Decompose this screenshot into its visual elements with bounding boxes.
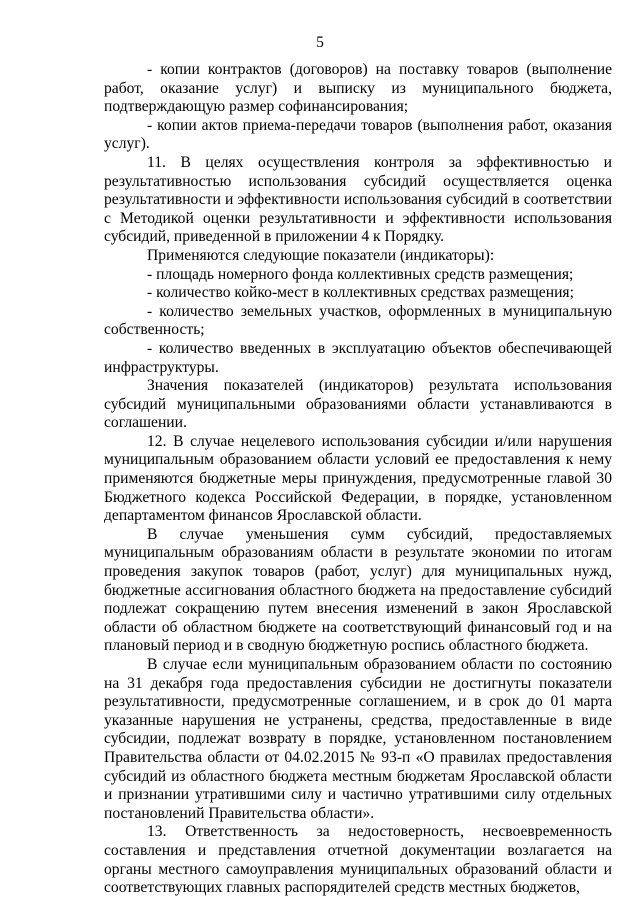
list-item-infrastructure: - количество введенных в эксплуатацию объектов обеспечивающей инфраструктуры.: [104, 339, 612, 376]
list-item-room-fund-area: - площадь номерного фонда коллективных средств размещения;: [147, 265, 574, 283]
paragraph-item-13: 13. Ответственность за недостоверность, несвоевременность составления и представления отчетной документации возлагается на органы местного самоуправления муниципальных образований области и соответствующих главных распорядителей средств местных бюджетов,: [104, 823, 612, 897]
paragraph-subsidy-return: В случае если муниципальным образованием области по состоянию на 31 декабря года предоставления субсидии не достигнуты показатели результативности, предусмотренные соглашением, и в срок до 01 марта указанные нарушения не устранены, средства, предоставленные в виде субсидии, подлежат возврату в порядке, установленном постановлением Правительства области от 04.02.2015 № 93-п «О правилах предоставления субсидий из областного бюджета местным бюджетам Ярославской области и признании утратившими силу и частично утратившими силу отдельных постановлений Правительства области».: [104, 656, 612, 822]
list-item-land-plots: - количество земельных участков, оформленных в муниципальную собственность;: [104, 302, 612, 339]
paragraph-copies-acts: - копии актов приема-передачи товаров (выполнения работ, оказания услуг).: [104, 116, 612, 153]
document-body: [104, 61, 612, 898]
paragraph-indicators-intro: Применяются следующие показатели (индикаторы):: [147, 246, 495, 264]
paragraph-item-12: 12. В случае нецелевого использования субсидии и/или нарушения муниципальным образованием области условий ее предоставления к нему применяются бюджетные меры принуждения, предусмотренные главой 30 Бюджетного кодекса Российской Федерации, в порядке, установленном департаментом финансов Ярославской области.: [104, 432, 612, 525]
paragraph-indicator-values: Значения показателей (индикаторов) результата использования субсидий муниципальными образованиями области устанавливаются в соглашении.: [104, 377, 612, 432]
list-item-bed-count: - количество койко-мест в коллективных средствах размещения;: [147, 284, 574, 302]
paragraph-subsidy-reduction: В случае уменьшения сумм субсидий, предоставляемых муниципальным образованиям области в результате экономии по итогам проведения закупок товаров (работ, услуг) для муниципальных нужд, бюджетные ассигнования областного бюджета на предоставление субсидий подлежат сокращению путем внесения изменений в закон Ярославской области об областном бюджете на соответствующий финансовый год и на плановый период и в сводную бюджетную роспись областного бюджета.: [104, 525, 612, 655]
page-number: 5: [316, 34, 324, 51]
paragraph-item-11: 11. В целях осуществления контроля за эффективностью и результативностью использования субсидий осуществляется оценка результативности и эффективности использования субсидий в соответствии с Методикой оценки результативности и эффективности использования субсидий, приведенной в приложении 4 к Порядку.: [104, 153, 612, 246]
paragraph-copies-contracts: - копии контрактов (договоров) на поставку товаров (выполнение работ, оказание услуг) и выписку из муниципального бюджета, подтверждающую размер софинансирования;: [104, 61, 612, 116]
